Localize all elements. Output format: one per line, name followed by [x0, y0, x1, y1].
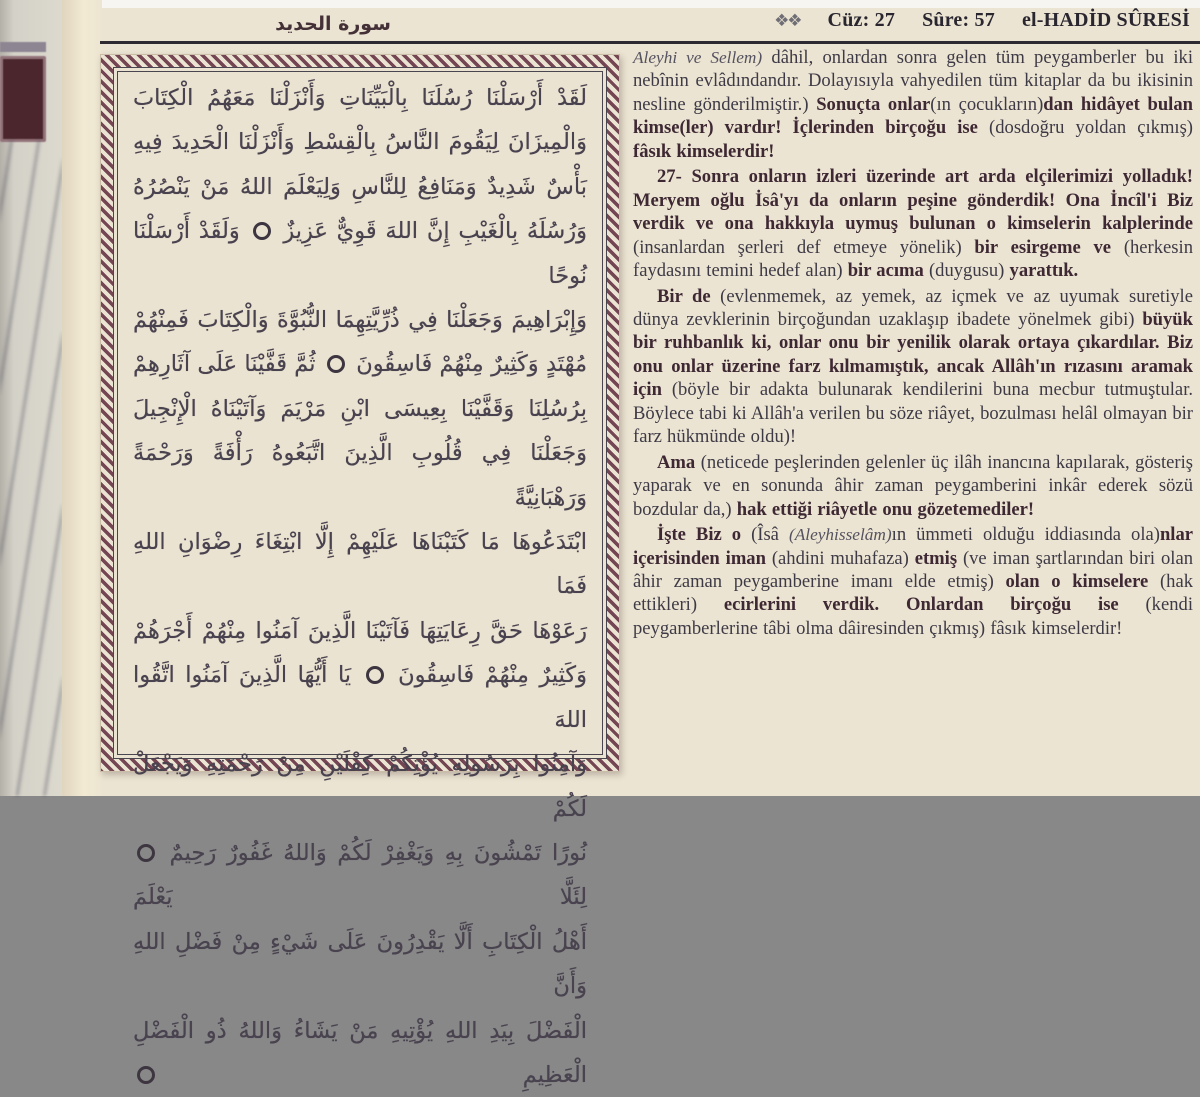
header-rule: [100, 41, 1200, 44]
facing-page: [0, 0, 62, 796]
surah-header-arabic: سورة الحديد: [275, 13, 391, 35]
arabic-line: أَهْلُ الْكِتَابِ أَلَّا يَقْدِرُونَ عَلَى شَيْءٍ مِنْ فَضْلِ اللهِ وَأَنَّ: [133, 928, 587, 1000]
text-run: (neticede peşlerinden gelenler üç ilâh inancına kapılarak, gösteriş yaparak ve en sonunda âhir zaman peygamberini inkâr ederek sözü bozdular da,): [633, 451, 1193, 520]
arabic-line: وَكَثِيرٌ مِنْهُمْ فَاسِقُونَ يَا أَيُّهَا الَّذِينَ آمَنُوا اتَّقُوا اللهَ: [133, 662, 587, 733]
text-run: hak ettiği riâyetle onu gözetemediler!: [736, 498, 1035, 520]
text-run: büyük bir ruhbanlık ki, onlar onu bir yenilik olarak ortaya çıkardılar. Biz onu onlar üzerine farz kılmamıştık, ancak Allâh'ın rızasını aramak için: [633, 308, 1193, 401]
mushaf-frame: [100, 54, 620, 1088]
text-run: (duygusu): [928, 260, 1010, 282]
arabic-line: الْفَضْلَ بِيَدِ اللهِ يُؤْتِيهِ مَنْ يَشَاءُ وَاللهُ ذُو الْفَضْلِ الْعَظِيمِ: [133, 1017, 587, 1088]
arabic-line: بِرُسُلِنَا وَقَفَّيْنَا بِعِيسَى ابْنِ مَرْيَمَ وَآتَيْنَاهُ الْإِنْجِيلَ: [133, 395, 587, 422]
text-run: (dosdoğru yoldan çıkmış): [989, 117, 1194, 139]
photo-top-edge: [0, 0, 1200, 8]
arabic-line: مُهْتَدٍ وَكَثِيرٌ مِنْهُمْ فَاسِقُونَ ثُمَّ قَفَّيْنَا عَلَى آثَارِهِمْ: [133, 351, 587, 378]
arabic-line: وَآمِنُوا بِرَسُولِهِ يُؤْتِكُمْ كِفْلَيْنِ مِنْ رَحْمَتِهِ وَيَجْعَلْ لَكُمْ: [133, 751, 587, 822]
paragraph-continuation: [633, 46, 1193, 163]
arabic-line: وَالْمِيزَانَ لِيَقُومَ النَّاسُ بِالْقِسْطِ وَأَنْزَلْنَا الْحَدِيدَ فِيهِ: [133, 129, 587, 156]
ayah-end-marker-icon: [253, 222, 271, 240]
text-run: dan hidâyet bulan kimse(ler) vardır! İçlerinden birçoğu ise: [633, 93, 1193, 139]
arabic-line: ابْتَدَعُوهَا مَا كَتَبْنَاهَا عَلَيْهِمْ إِلَّا ابْتِغَاءَ رِضْوَانِ اللهِ فَمَا: [133, 529, 587, 600]
text-run: dâhil, onlardan sonra gelen tüm peygamberler bu iki nebînin evlâdındandır. Dolayısıyla vahyedilen tüm kitaplar da bu ikisinin nesline gönderilmiştir.): [633, 47, 1193, 115]
text-run: fâsık kimselerdir!: [633, 140, 775, 162]
text-run: yarattık.: [1009, 260, 1079, 282]
surah-title: el-HADİD SÛRESİ: [1021, 9, 1190, 31]
text-run: İşte Biz o: [657, 524, 752, 546]
text-run: Aleyhi ve Sellem): [633, 48, 763, 67]
paragraph-ruhbanlik: [633, 285, 1193, 449]
text-run: (kendi peygamberlerine tâbi olma dâiresinden çıkmış) fâsık kimselerdir!: [633, 594, 1193, 639]
juz-label: Cüz: 27: [827, 9, 896, 31]
text-run: (ın çocukların): [930, 93, 1044, 115]
arabic-line: وَإِبْرَاهِيمَ وَجَعَلْنَا فِي ذُرِّيَّتِهِمَا النُّبُوَّةَ وَالْكِتَابَ فَمِنْهُمْ: [133, 307, 587, 334]
text-run: Ama: [657, 451, 701, 473]
text-run: etmiş: [914, 547, 963, 569]
page-header: [774, 9, 1190, 32]
arabic-line: وَجَعَلْنَا فِي قُلُوبِ الَّذِينَ اتَّبَعُوهُ رَأْفَةً وَرَحْمَةً وَرَهْبَانِيَّةً: [133, 440, 587, 511]
text-run: nlar içerisinden iman: [633, 524, 1193, 569]
text-run: 27- Sonra onların izleri üzerinde art arda elçilerimizi yolladık! Meryem oğlu İsâ'yı da onların peşine gönderdik! Ona İncîl'i Biz verdik ve ona hakkıyla uymuş bulunan o kimselerin kalplerinde: [633, 166, 1193, 235]
floral-ornament-icon: ❖❖: [774, 10, 801, 31]
text-run: (Aleyhisselâm): [788, 525, 892, 545]
mushaf-text-area: [117, 71, 603, 1088]
text-run: (ve iman şartlarından biri olan âhir zaman peygamberine imanı elde etmiş): [633, 547, 1193, 592]
text-run: olan o kimselere: [1005, 570, 1160, 592]
text-run: (insanlardan şerleri def etmeye yönelik): [633, 236, 975, 258]
ayah-end-marker-icon: [137, 1066, 155, 1084]
paragraph-ama: [633, 451, 1193, 521]
text-run: (böyle bir adakta bulunarak kendilerini buna mecbur tutmuştular. Böylece tabi ki Allâh'a verilen bu söze riâyet, bozulması helâl olmayan bir farz hükmünde oldu)!: [633, 379, 1194, 448]
arabic-line: رَعَوْهَا حَقَّ رِعَايَتِهَا فَآتَيْنَا الَّذِينَ آمَنُوا مِنْهُمْ أَجْرَهُمْ: [133, 617, 587, 644]
sure-label: Sûre: 57: [922, 9, 995, 31]
arabic-line: لَقَدْ أَرْسَلْنَا رُسُلَنَا بِالْبَيِّنَاتِ وَأَنْزَلْنَا مَعَهُمُ الْكِتَابَ: [133, 85, 587, 111]
facing-page-header-stripe: [0, 42, 46, 52]
text-run: Sonuçta onlar: [816, 93, 931, 115]
text-run: (evlenmemek, az yemek, az içmek ve az uyumak suretiyle dünya zevklerinin birçoğundan uzaklaşıp ibadete yönelmek gibi): [633, 285, 1193, 330]
ayah-end-marker-icon: [366, 666, 384, 684]
ayah-end-marker-icon: [327, 355, 345, 373]
arabic-line: وَرُسُلَهُ بِالْغَيْبِ إِنَّ اللهَ قَوِيٌّ عَزِيزٌ وَلَقَدْ أَرْسَلْنَا نُوحًا: [133, 218, 588, 289]
text-run: ecirlerini verdik. Onlardan birçoğu ise: [723, 594, 1146, 616]
text-run: (ahdini muhafaza): [771, 547, 915, 569]
text-run: bir esirgeme ve: [974, 236, 1124, 258]
arabic-line: نُورًا تَمْشُونَ بِهِ وَيَغْفِرْ لَكُمْ وَاللهُ غَفُورٌ رَحِيمٌ لِئَلَّا يَعْلَمَ: [133, 839, 587, 911]
text-run: (hak ettikleri): [633, 570, 1193, 616]
text-run: (herkesin faydasını temini hedef alan): [633, 236, 1193, 282]
text-run: Bir de: [657, 285, 721, 307]
ayah-end-marker-icon: [137, 844, 155, 862]
arabic-line: بَأْسٌ شَدِيدٌ وَمَنَافِعُ لِلنَّاسِ وَلِيَعْلَمَ اللهُ مَنْ يَنْصُرُهُ: [133, 173, 587, 200]
text-run: ın ümmeti olduğu iddiasında ola): [891, 524, 1160, 546]
paragraph-verse-27: [633, 165, 1193, 282]
mushaf-inner-border: [113, 67, 607, 1088]
text-run: (Îsâ: [751, 524, 789, 546]
text-run: bir acıma: [847, 260, 929, 282]
facing-page-title-band: [0, 56, 46, 142]
page-gutter: [62, 0, 102, 796]
translation-column: [633, 46, 1193, 796]
paragraph-iste-biz: [633, 523, 1193, 640]
